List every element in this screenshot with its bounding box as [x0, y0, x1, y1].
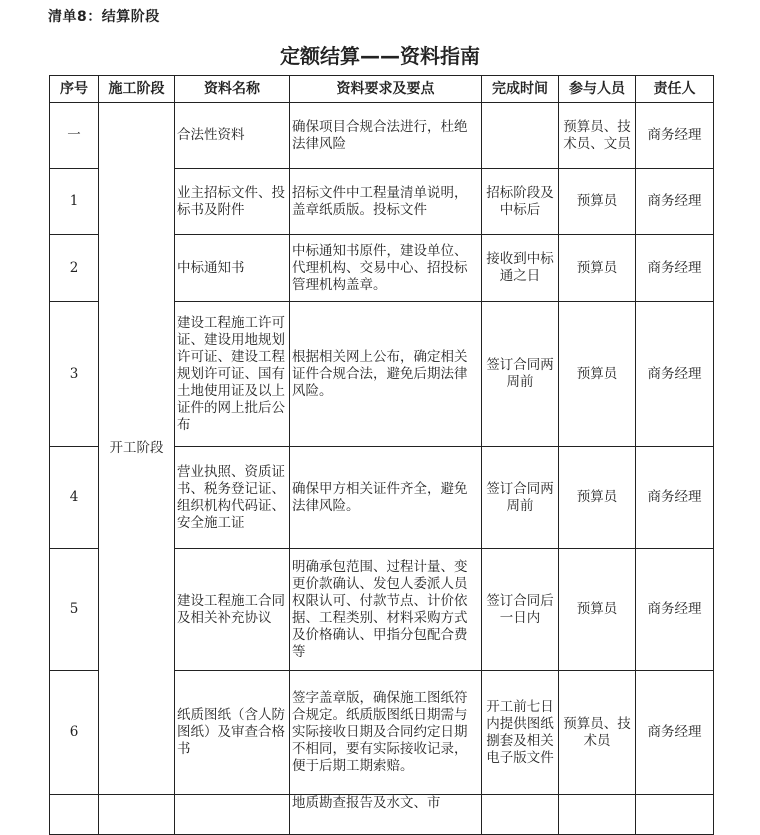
cell-doc-name: 建设工程施工合同及相关补充协议	[175, 549, 290, 671]
table-row	[50, 795, 714, 835]
cell-participants	[559, 795, 636, 835]
cell-doc-name: 中标通知书	[175, 235, 290, 302]
cell-doc-name	[175, 795, 290, 835]
cell-deadline: 开工前七日内提供图纸捌套及相关电子版文件	[482, 671, 559, 795]
cell-seq	[50, 795, 99, 835]
cell-seq: 2	[50, 235, 99, 302]
cell-requirements: 确保甲方相关证件齐全，避免法律风险。	[290, 447, 482, 549]
cell-owner: 商务经理	[636, 103, 714, 169]
cell-participants: 预算员	[559, 235, 636, 302]
cell-seq: 1	[50, 169, 99, 235]
cell-owner: 商务经理	[636, 671, 714, 795]
cell-seq: 一	[50, 103, 99, 169]
header-owner: 责任人	[636, 76, 714, 103]
cell-participants: 预算员	[559, 447, 636, 549]
cell-seq: 6	[50, 671, 99, 795]
cell-doc-name: 业主招标文件、投标书及附件	[175, 169, 290, 235]
cell-doc-name: 营业执照、资质证书、税务登记证、组织机构代码证、安全施工证	[175, 447, 290, 549]
cell-seq: 4	[50, 447, 99, 549]
cell-requirements: 确保项目合规合法进行，杜绝法律风险	[290, 103, 482, 169]
cell-participants: 预算员、技术员	[559, 671, 636, 795]
cell-owner: 商务经理	[636, 447, 714, 549]
cell-deadline: 签订合同两周前	[482, 302, 559, 447]
page-title: 定额结算——资料指南	[280, 44, 480, 68]
header-seq: 序号	[50, 76, 99, 103]
cell-requirements: 签字盖章版，确保施工图纸符合规定。纸质版图纸日期需与实际接收日期及合同约定日期不相同，要有实际接收记录，便于后期工期索赔。	[290, 671, 482, 795]
header-deadline: 完成时间	[482, 76, 559, 103]
table-header-row	[50, 76, 714, 103]
cell-doc-name: 建设工程施工许可证、建设用地规划许可证、建设工程规划许可证、国有土地使用证及以上证件的网上批后公布	[175, 302, 290, 447]
cell-participants: 预算员、技术员、文员	[559, 103, 636, 169]
list-label: 清单8：结算阶段	[48, 9, 160, 25]
cell-requirements: 中标通知书原件，建设单位、代理机构、交易中心、招投标管理机构盖章。	[290, 235, 482, 302]
cell-owner: 商务经理	[636, 169, 714, 235]
cell-participants: 预算员	[559, 549, 636, 671]
header-requirements: 资料要求及要点	[290, 76, 482, 103]
cell-requirements: 地质勘查报告及水文、市	[290, 795, 482, 835]
cell-owner	[636, 795, 714, 835]
cell-owner: 商务经理	[636, 549, 714, 671]
cell-deadline: 签订合同后一日内	[482, 549, 559, 671]
cell-owner: 商务经理	[636, 302, 714, 447]
cell-seq: 3	[50, 302, 99, 447]
cell-requirements: 明确承包范围、过程计量、变更价款确认、发包人委派人员权限认可、付款节点、计价依据、工程类别、材料采购方式及价格确认、甲指分包配合费等	[290, 549, 482, 671]
cell-doc-name: 纸质图纸（含人防图纸）及审查合格书	[175, 671, 290, 795]
cell-deadline: 招标阶段及中标后	[482, 169, 559, 235]
header-stage: 施工阶段	[99, 76, 175, 103]
cell-deadline	[482, 103, 559, 169]
guide-table	[49, 75, 714, 835]
cell-requirements: 根据相关网上公布，确定相关证件合规合法，避免后期法律风险。	[290, 302, 482, 447]
header-participants: 参与人员	[559, 76, 636, 103]
cell-stage	[99, 795, 175, 835]
header-doc-name: 资料名称	[175, 76, 290, 103]
cell-doc-name: 合法性资料	[175, 103, 290, 169]
cell-deadline	[482, 795, 559, 835]
cell-participants: 预算员	[559, 169, 636, 235]
cell-owner: 商务经理	[636, 235, 714, 302]
cell-stage: 开工阶段	[99, 103, 175, 795]
table-row	[50, 103, 714, 169]
cell-deadline: 签订合同两周前	[482, 447, 559, 549]
cell-deadline: 接收到中标通之日	[482, 235, 559, 302]
cell-requirements: 招标文件中工程量清单说明，盖章纸质版。投标文件	[290, 169, 482, 235]
cell-participants: 预算员	[559, 302, 636, 447]
cell-seq: 5	[50, 549, 99, 671]
